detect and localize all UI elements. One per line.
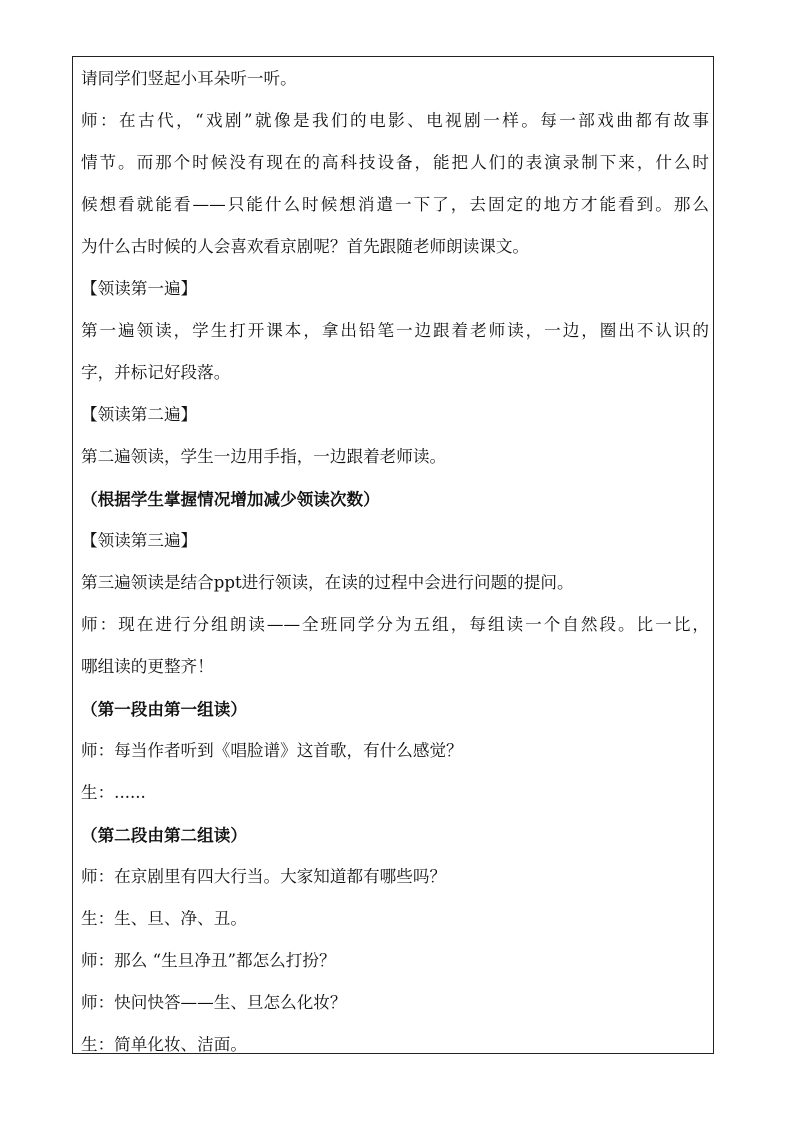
text-line: 第一遍领读，学生打开课本，拿出铅笔一边跟着老师读，一边，圈出不认识的 <box>81 321 709 340</box>
bold-note: （第一段由第一组读） <box>81 699 247 719</box>
text-line: 生：...... <box>81 783 146 802</box>
section-heading: 【领读第一遍】 <box>81 279 198 298</box>
section-heading: 【领读第三遍】 <box>81 531 198 550</box>
text-line: 第二遍领读，学生一边用手指，一边跟着老师读。 <box>81 447 447 466</box>
text-line: 请同学们竖起小耳朵听一听。 <box>81 69 297 88</box>
text-line: 师：每当作者听到《唱脸谱》这首歌，有什么感觉？ <box>81 741 463 760</box>
text-line: 情节。而那个时候没有现在的高科技设备，能把人们的表演录制下来，什么时 <box>81 153 709 172</box>
text-line: 师：在京剧里有四大行当。大家知道都有哪些吗？ <box>81 867 447 886</box>
text-line: 生：生、旦、净、丑。 <box>81 909 247 928</box>
text-line: 第三遍领读是结合ppt进行领读，在读的过程中会进行问题的提问。 <box>81 573 574 592</box>
bold-note: （根据学生掌握情况增加减少领读次数） <box>81 489 380 509</box>
text-line: 哪组读的更整齐！ <box>81 657 214 676</box>
section-heading: 【领读第二遍】 <box>81 405 198 424</box>
bold-note: （第二段由第二组读） <box>81 825 247 845</box>
text-line: 师：在古代，“戏剧”就像是我们的电影、电视剧一样。每一部戏曲都有故事 <box>81 111 709 130</box>
text-line: 生：简单化妆、洁面。 <box>81 1035 247 1054</box>
table-cell <box>72 56 714 1054</box>
text-line: 候想看就能看——只能什么时候想消遣一下了，去固定的地方才能看到。那么 <box>81 195 709 214</box>
text-line: 字，并标记好段落。 <box>81 363 231 382</box>
text-line: 师：现在进行分组朗读——全班同学分为五组，每组读一个自然段。比一比， <box>81 615 709 634</box>
text-line: 师：快问快答——生、旦怎么化妆？ <box>81 993 347 1012</box>
text-line: 为什么古时候的人会喜欢看京剧呢？首先跟随老师朗读课文。 <box>81 237 530 256</box>
text-line: 师：那么 “生旦净丑”都怎么打扮？ <box>81 951 336 970</box>
